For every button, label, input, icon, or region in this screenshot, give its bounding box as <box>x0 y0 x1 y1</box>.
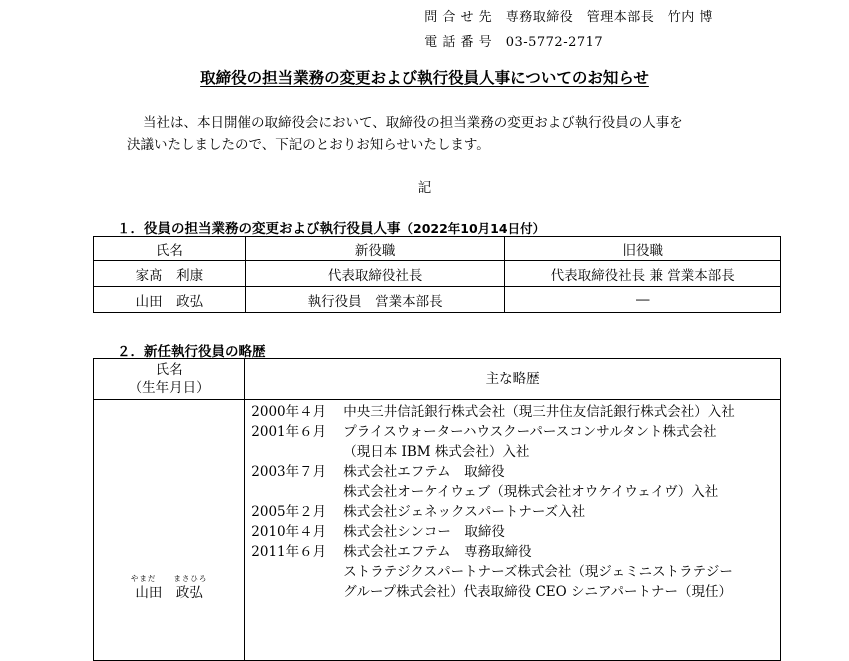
table-header-row <box>94 359 781 400</box>
table-row <box>94 287 781 313</box>
inquiry-value: 専務取締役 管理本部長 竹内 博 <box>505 10 713 25</box>
career-text: 株式会社エフテム 取締役 <box>343 464 505 480</box>
career-text: 株式会社シンコー 取締役 <box>343 524 505 540</box>
career-date <box>251 442 343 462</box>
career-text: プライスウォーターハウスクーパースコンサルタント株式会社 <box>343 424 717 440</box>
name-ruby: やまだ まさひろ <box>130 574 208 583</box>
career-date: 2010年４月 <box>251 524 327 540</box>
career-entry <box>251 462 780 482</box>
career-date: 2001年６月 <box>251 424 327 440</box>
body-line-2: 決議いたしましたので、下記のとおりお知らせいたします。 <box>127 137 490 153</box>
career-entry <box>251 482 780 502</box>
ki-marker: 記 <box>417 180 432 196</box>
body-line-1: 当社は、本日開催の取締役会において、取締役の担当業務の変更および執行役員の人事を <box>143 115 683 131</box>
table-row <box>94 261 781 287</box>
table-row <box>94 400 781 661</box>
phone-contact <box>415 16 603 50</box>
career-entry <box>251 442 780 462</box>
career-entry <box>251 402 780 422</box>
person-name: 山田 政弘 <box>135 585 203 601</box>
header-name-label: 氏名 <box>155 362 183 378</box>
cell-person <box>94 400 245 661</box>
career-date: 2003年７月 <box>251 464 327 480</box>
cell-new-position: 代表取締役社長 <box>245 261 505 287</box>
cell-old-position: ― <box>505 287 781 313</box>
section-2-heading: ２．新任執行役員の略歴 <box>117 344 266 360</box>
career-entry <box>251 502 780 522</box>
cell-name: 家髙 利康 <box>94 261 246 287</box>
phone-value: 03-5772-2717 <box>505 35 604 50</box>
career-date: 2000年４月 <box>251 404 327 420</box>
career-table <box>93 358 781 661</box>
career-text: 株式会社オーケイウェブ（現株式会社オウケイウェイヴ）入社 <box>343 484 719 500</box>
career-entry <box>251 422 780 442</box>
section-1-heading <box>117 217 545 237</box>
header-career: 主な略歴 <box>245 359 781 400</box>
career-text: ストラテジクスパートナーズ株式会社（現ジェミニストラテジー <box>343 564 733 580</box>
document-title: 取締役の担当業務の変更および執行役員人事についてのお知らせ <box>200 69 649 87</box>
career-text: （現日本 IBM 株式会社）入社 <box>343 444 530 460</box>
header-birth-label: （生年月日） <box>128 380 210 396</box>
career-date: 2011年６月 <box>251 544 327 560</box>
career-date <box>251 562 343 582</box>
phone-label: 電 話 番 号 <box>424 35 493 50</box>
cell-new-position: 執行役員 営業本部長 <box>245 287 505 313</box>
career-date <box>251 582 343 602</box>
section-1-title: １．役員の担当業務の変更および執行役員人事 <box>117 221 401 237</box>
career-entry <box>251 582 780 602</box>
cell-name: 山田 政弘 <box>94 287 246 313</box>
career-entry <box>251 542 780 562</box>
career-text: 株式会社ジェネックスパートナーズ入社 <box>343 504 586 520</box>
header-name: 氏名 <box>94 237 246 261</box>
cell-old-position: 代表取締役社長 兼 営業本部長 <box>505 261 781 287</box>
cell-career <box>245 400 781 661</box>
career-text: グループ株式会社）代表取締役 CEO シニアパートナー（現任） <box>343 584 732 600</box>
career-text: 株式会社エフテム 専務取締役 <box>343 544 532 560</box>
officer-change-table <box>93 236 781 313</box>
career-text: 中央三井信託銀行株式会社（現三井住友信託銀行株式会社）入社 <box>343 404 735 420</box>
table-header-row <box>94 237 781 261</box>
inquiry-label: 問 合 せ 先 <box>424 10 493 25</box>
career-entry <box>251 562 780 582</box>
header-name-birth <box>94 359 245 400</box>
section-1-date: （2022年10月14日付） <box>400 221 546 236</box>
header-new-position: 新役職 <box>245 237 505 261</box>
career-date <box>251 482 343 502</box>
header-old-position: 旧役職 <box>505 237 781 261</box>
career-date: 2005年２月 <box>251 504 327 520</box>
career-list <box>251 402 780 602</box>
career-entry <box>251 522 780 542</box>
